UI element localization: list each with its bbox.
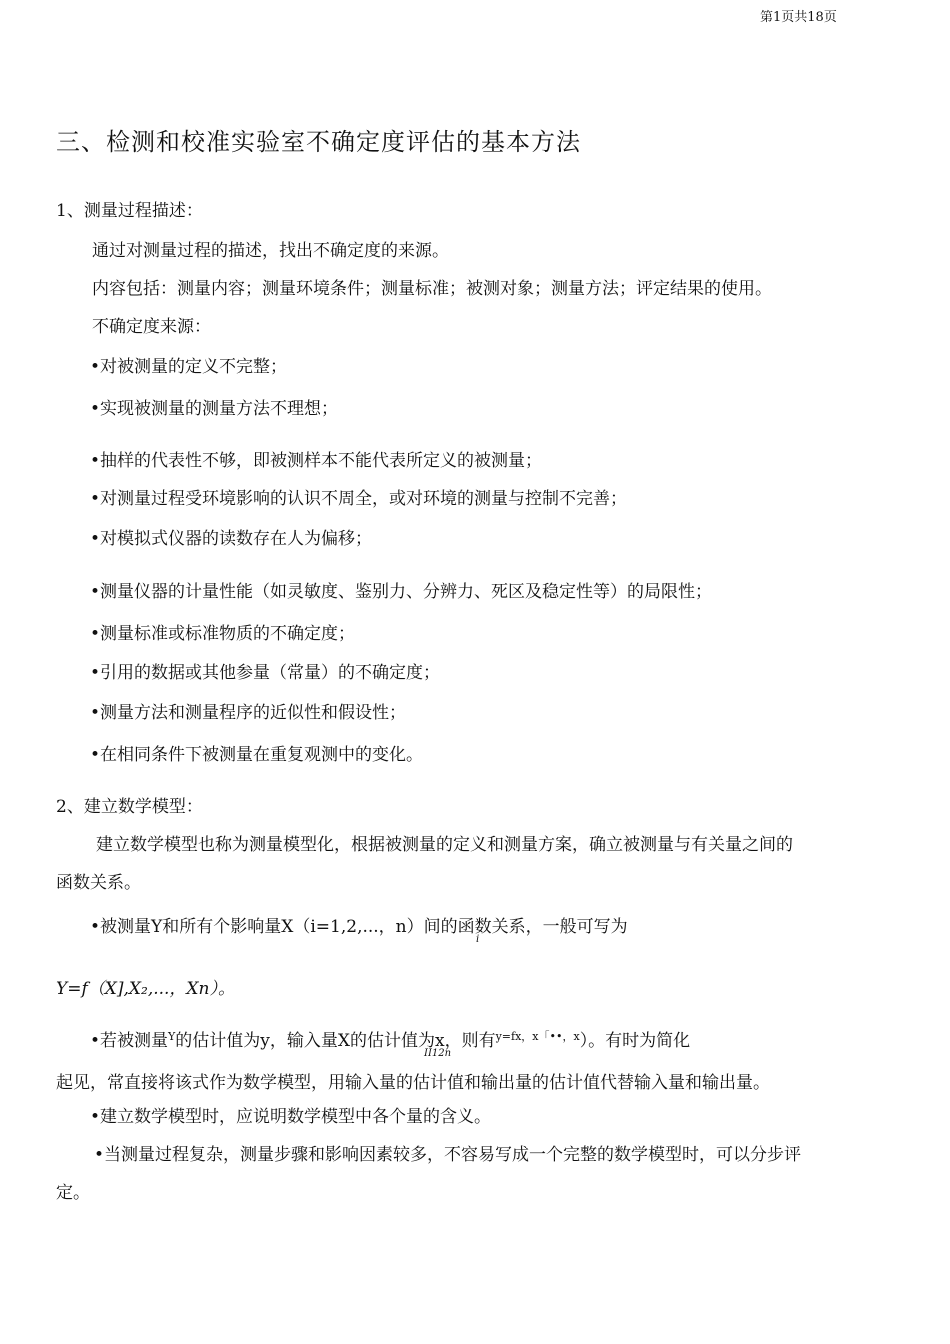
section-2-paragraph-3-line-2: 起见，常直接将该式作为数学模型，用输入量的估计值和输出量的估计值代替输入量和输出量。 xyxy=(56,1073,770,1093)
list-item: •引用的数据或其他参量（常量）的不确定度； xyxy=(90,663,441,683)
list-item: •实现被测量的测量方法不理想； xyxy=(90,399,339,419)
list-item: •对模拟式仪器的读数存在人为偏移； xyxy=(90,529,373,549)
function-formula: Y=f（X],X₂,...，Xn）。 xyxy=(56,979,235,999)
section-2-paragraph-5-line-2: 定。 xyxy=(56,1183,90,1203)
list-item: •抽样的代表性不够，即被测样本不能代表所定义的被测量； xyxy=(90,451,543,471)
section-2-heading: 2、建立数学模型： xyxy=(56,797,203,817)
section-1-paragraph-1: 通过对测量过程的描述，找出不确定度的来源。 xyxy=(92,241,449,261)
section-2-paragraph-1-line-1: 建立数学模型也称为测量模型化，根据被测量的定义和测量方案，确立被测量与有关量之间的 xyxy=(96,835,793,855)
section-1-paragraph-2: 内容包括：测量内容；测量环境条件；测量标准；被测对象；测量方法；评定结果的使用。 xyxy=(92,279,772,299)
list-item: •测量方法和测量程序的近似性和假设性； xyxy=(90,703,407,723)
section-2-paragraph-1-line-2: 函数关系。 xyxy=(56,873,141,893)
section-2-paragraph-5-line-1: •当测量过程复杂，测量步骤和影响因素较多，不容易写成一个完整的数学模型时，可以分步评 xyxy=(94,1145,802,1165)
section-2-paragraph-4: •建立数学模型时，应说明数学模型中各个量的含义。 xyxy=(90,1107,492,1127)
section-2-paragraph-2: •被测量Y和所有个影响量X（i=1,2,...，n）间的函数关系，一般可写为 xyxy=(90,917,628,937)
list-item: •在相同条件下被测量在重复观测中的变化。 xyxy=(90,745,424,765)
section-1-heading: 1、测量过程描述： xyxy=(56,201,203,221)
superscript-y: Y xyxy=(168,1030,176,1043)
subscript-i: i xyxy=(476,934,480,945)
list-item: •测量标准或标准物质的不确定度； xyxy=(90,624,356,644)
list-item: •测量仪器的计量性能（如灵敏度、鉴别力、分辨力、死区及稳定性等）的局限性； xyxy=(90,582,713,602)
section-1-paragraph-3: 不确定度来源： xyxy=(92,317,211,337)
document-title: 三、检测和校准实验室不确定度评估的基本方法 xyxy=(56,128,581,156)
list-item: •对测量过程受环境影响的认识不周全，或对环境的测量与控制不完善； xyxy=(90,489,628,509)
estimate-formula: y=fx，x「••，x xyxy=(495,1030,580,1043)
section-2-paragraph-3-line-1: •若被测量$^Y$的估计值为y，输入量X的估计值为x，则有$^{y=fx,x「••,x}$）。有时为简化 xyxy=(90,1030,691,1051)
subscript-indices: II12n xyxy=(424,1048,452,1059)
page-number-header: 第1页共18页 xyxy=(760,10,837,25)
list-item: •对被测量的定义不完整； xyxy=(90,357,288,377)
